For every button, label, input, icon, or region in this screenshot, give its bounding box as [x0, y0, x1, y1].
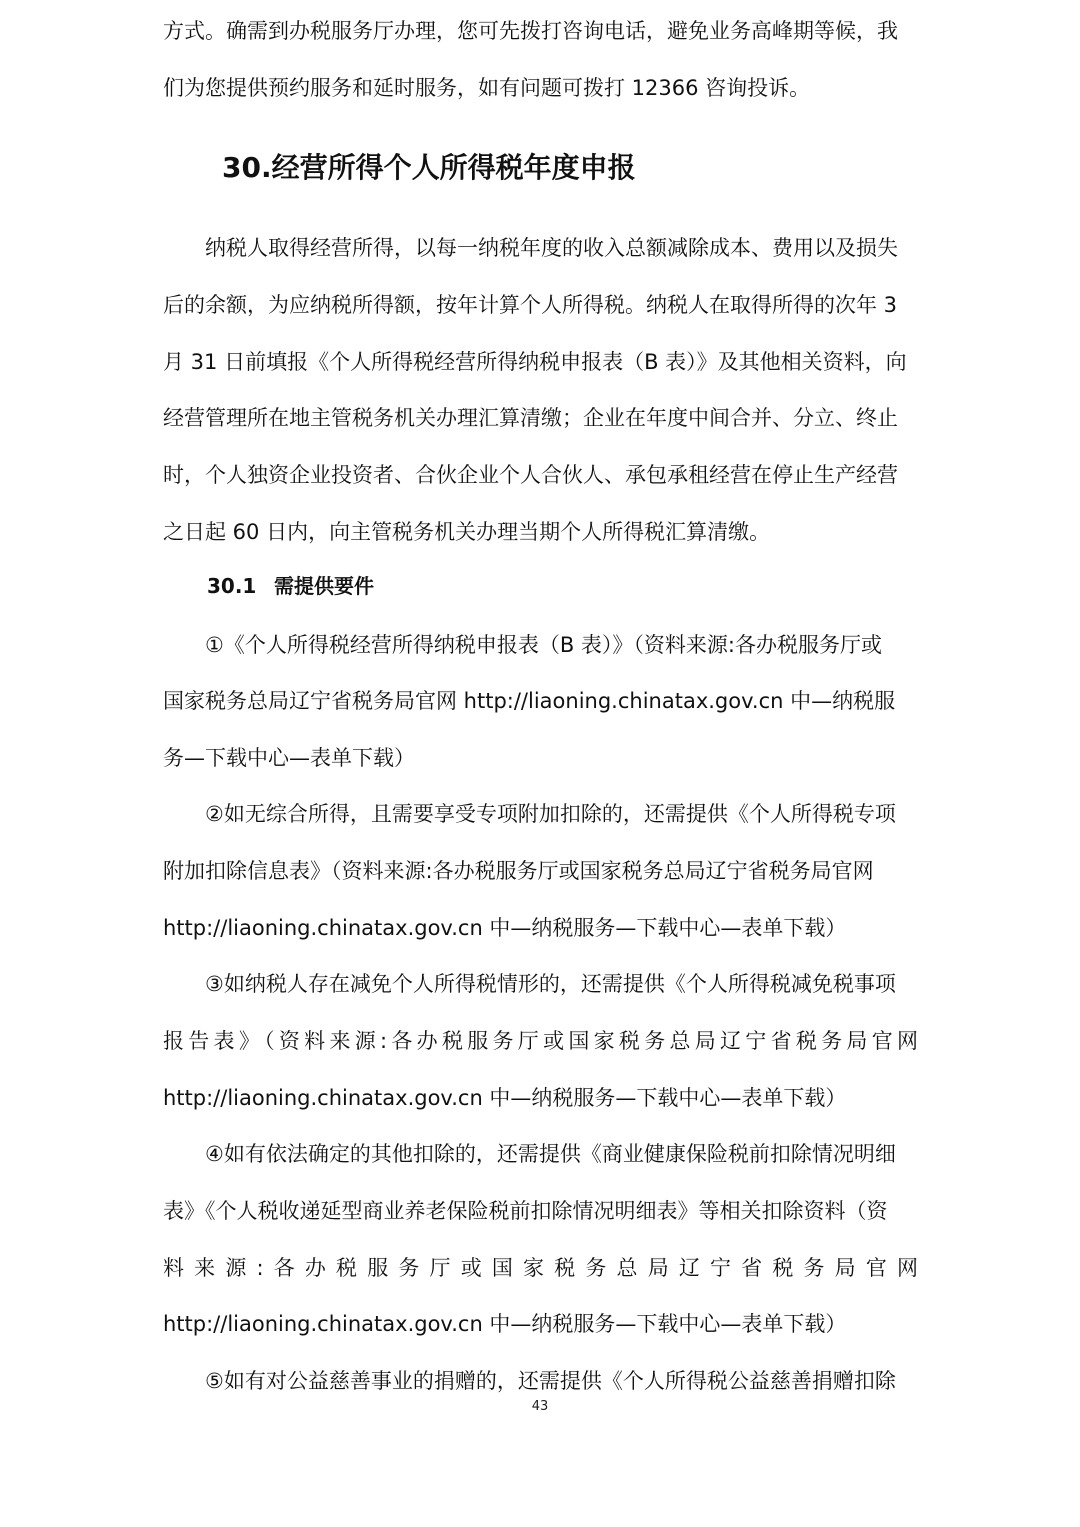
subsection-title: 需提供要件 — [274, 574, 374, 598]
item-4-line: http://liaoning.chinatax.gov.cn 中—纳税服务—下载中心—表单下载） — [163, 1312, 847, 1336]
item-2-line: ②如无综合所得，且需要享受专项附加扣除的，还需提供《个人所得税专项 — [205, 802, 896, 826]
section-paragraph-line: 经营管理所在地主管税务机关办理汇算清缴；企业在年度中间合并、分立、终止 — [163, 406, 898, 430]
item-4-line: 料来源:各办税服务厅或国家税务总局辽宁省税务局官网 — [163, 1256, 918, 1280]
item-1-line: 务—下载中心—表单下载） — [163, 746, 415, 770]
item-4-line: ④如有依法确定的其他扣除的，还需提供《商业健康保险税前扣除情况明细 — [205, 1142, 896, 1166]
item-3-line: 报告表》（资料来源:各办税服务厅或国家税务总局辽宁省税务局官网 — [163, 1029, 918, 1053]
section-paragraph-line: 之日起 60 日内，向主管税务机关办理当期个人所得税汇算清缴。 — [163, 520, 771, 544]
section-paragraph-line: 月 31 日前填报《个人所得税经营所得纳税申报表（B 表）》及其他相关资料，向 — [163, 350, 907, 374]
item-2-line: http://liaoning.chinatax.gov.cn 中—纳税服务—下载中心—表单下载） — [163, 916, 847, 940]
item-5-line: ⑤如有对公益慈善事业的捐赠的，还需提供《个人所得税公益慈善捐赠扣除 — [205, 1369, 896, 1393]
subsection-heading — [207, 571, 374, 601]
item-1-line: 国家税务总局辽宁省税务局官网 http://liaoning.chinatax.gov.cn 中—纳税服 — [163, 689, 896, 713]
page-number: 43 — [531, 1399, 549, 1414]
section-paragraph-line: 时，个人独资企业投资者、合伙企业个人合伙人、承包承租经营在停止生产经营 — [163, 463, 898, 487]
item-3-line: http://liaoning.chinatax.gov.cn 中—纳税服务—下载中心—表单下载） — [163, 1086, 847, 1110]
intro-line-1: 方式。确需到办税服务厅办理，您可先拨打咨询电话，避免业务高峰期等候，我 — [163, 19, 898, 43]
intro-line-2: 们为您提供预约服务和延时服务，如有问题可拨打 12366 咨询投诉。 — [163, 76, 811, 100]
section-title: 30.经营所得个人所得税年度申报 — [222, 151, 636, 184]
section-paragraph-line: 纳税人取得经营所得，以每一纳税年度的收入总额减除成本、费用以及损失 — [205, 236, 898, 260]
item-1-line: ①《个人所得税经营所得纳税申报表（B 表）》（资料来源:各办税服务厅或 — [205, 633, 882, 657]
item-4-line: 表》《个人税收递延型商业养老保险税前扣除情况明细表》等相关扣除资料（资 — [163, 1199, 888, 1223]
item-3-line: ③如纳税人存在减免个人所得税情形的，还需提供《个人所得税减免税事项 — [205, 972, 896, 996]
section-paragraph-line: 后的余额，为应纳税所得额，按年计算个人所得税。纳税人在取得所得的次年 3 — [163, 293, 898, 317]
subsection-number: 30.1 — [207, 574, 257, 598]
item-2-line: 附加扣除信息表》（资料来源:各办税服务厅或国家税务总局辽宁省税务局官网 — [163, 859, 874, 883]
